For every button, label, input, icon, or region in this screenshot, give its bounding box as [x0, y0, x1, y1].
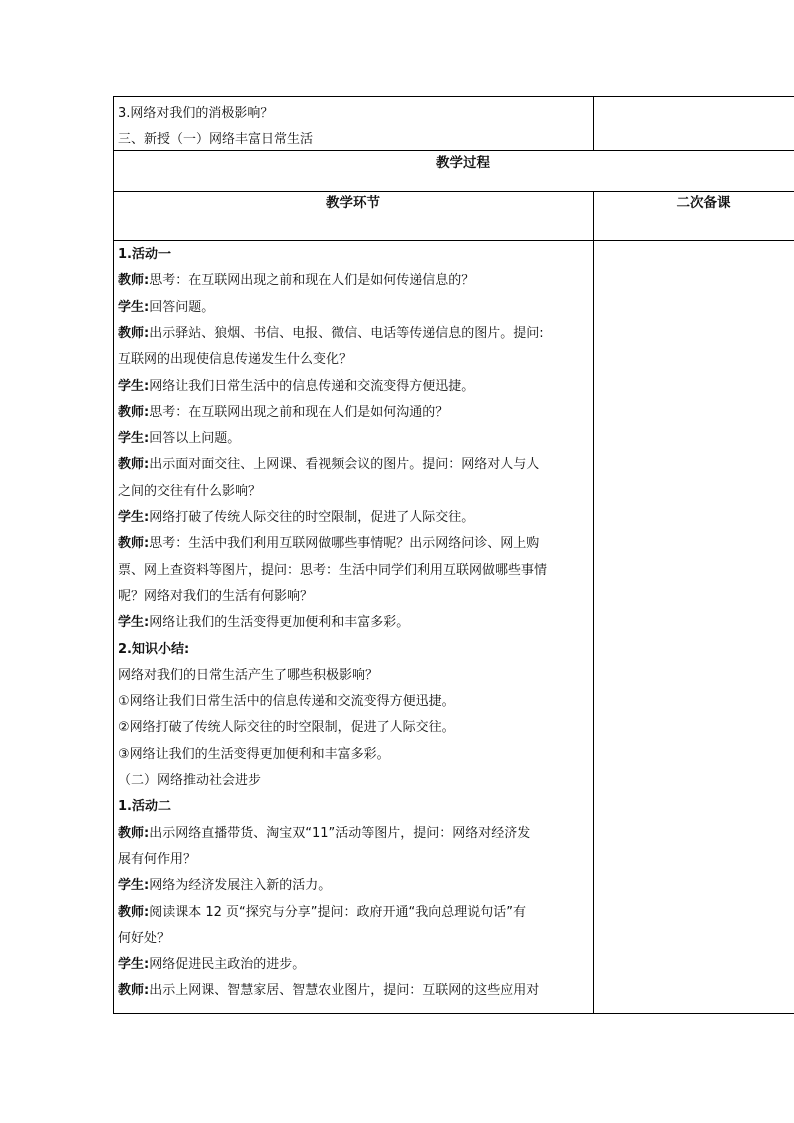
- content-line: [118, 982, 539, 1000]
- line-text: 1.活动一: [118, 247, 171, 262]
- content-line: [118, 641, 189, 659]
- line-text: 互联网的出现使信息传递发生什么变化？: [118, 352, 353, 368]
- line-text: 思考：在互联网出现之前和现在人们是如何沟通的？: [149, 404, 449, 420]
- line-text: （二）网络推动社会进步: [118, 773, 262, 788]
- content-line: [118, 588, 313, 606]
- speaker-label: 教师:: [118, 325, 150, 341]
- content-line: [118, 272, 474, 290]
- line-text: 票、网上查资料等图片，提问：思考：生活中同学们利用互联网做哪些事情: [118, 562, 548, 578]
- content-line: [118, 535, 539, 553]
- content-line: [118, 746, 390, 764]
- content-line: [118, 719, 455, 737]
- speaker-label: 教师:: [118, 904, 150, 920]
- content-line: [118, 667, 378, 685]
- speaker-label: 学生:: [118, 957, 150, 973]
- line-text: 之间的交往有什么影响？: [118, 483, 262, 499]
- line-text: 网络让我们的生活变得更加便利和丰富多彩。: [149, 615, 410, 631]
- top-row-text: 3.网络对我们的消极影响？: [118, 106, 274, 121]
- content-line: [118, 877, 331, 895]
- content-line: [118, 378, 474, 396]
- content-line: [118, 930, 170, 948]
- speaker-label: 学生:: [118, 431, 150, 447]
- line-text: 出示面对面交往、上网课、看视频会议的图片。提问：网络对人与人: [149, 457, 540, 473]
- speaker-label: 教师:: [118, 983, 150, 999]
- section-title: 教学过程: [436, 155, 490, 171]
- content-line: [118, 325, 544, 343]
- line-text: ②网络打破了传统人际交往的时空限制，促进了人际交往。: [118, 720, 455, 736]
- row-divider: [113, 191, 794, 192]
- content-line: [118, 851, 196, 869]
- content-line: [118, 246, 171, 264]
- line-text: 呢？网络对我们的生活有何影响？: [118, 588, 314, 604]
- line-text: 1.活动二: [118, 799, 171, 815]
- table-border-left: [113, 96, 114, 1014]
- speaker-label: 学生:: [118, 615, 150, 631]
- content-line: [118, 456, 539, 474]
- line-text: 网络让我们日常生活中的信息传递和交流变得方便迅捷。: [149, 378, 475, 394]
- line-text: 出示驿站、狼烟、书信、电报、微信、电话等传递信息的图片。提问:: [149, 325, 544, 341]
- column-divider-upper: [593, 96, 594, 151]
- speaker-label: 教师:: [118, 404, 150, 420]
- content-line: [118, 483, 261, 501]
- row-divider: [113, 150, 794, 151]
- line-text: 网络对我们的日常生活产生了哪些积极影响？: [118, 667, 379, 683]
- line-text: 回答问题。: [149, 299, 215, 315]
- line-text: 回答以上问题。: [149, 431, 241, 447]
- line-text: 出示上网课、智慧家居、智慧农业图片，提问：互联网的这些应用对: [149, 983, 540, 999]
- speaker-label: 学生:: [118, 299, 150, 315]
- content-line: [118, 299, 214, 317]
- line-text: 2.知识小结:: [118, 641, 190, 657]
- content-line: [118, 798, 171, 816]
- line-text: 思考：生活中我们利用互联网做哪些事情呢？出示网络问诊、网上购: [149, 536, 540, 552]
- column-header-left: 教学环节: [326, 195, 380, 211]
- content-line: [118, 430, 240, 448]
- column-divider-lower: [593, 191, 594, 1014]
- line-text: 思考：在互联网出现之前和现在人们是如何传递信息的？: [149, 273, 475, 289]
- table-border-bottom: [113, 1013, 794, 1014]
- content-line: [118, 904, 526, 922]
- line-text: 网络为经济发展注入新的活力。: [149, 878, 332, 894]
- line-text: 网络促进民主政治的进步。: [149, 957, 306, 973]
- content-line: [118, 562, 547, 580]
- line-text: 何好处？: [118, 930, 171, 946]
- line-text: 出示网络直播带货、淘宝双“11”活动等图片，提问：网络对经济发: [149, 825, 531, 841]
- content-line: [118, 614, 409, 632]
- content-line: [118, 772, 261, 790]
- row-divider: [113, 240, 794, 241]
- content-line: [118, 509, 474, 527]
- speaker-label: 学生:: [118, 378, 150, 394]
- line-text: 网络打破了传统人际交往的时空限制，促进了人际交往。: [149, 510, 475, 525]
- line-text: ③网络让我们的生活变得更加便利和丰富多彩。: [118, 746, 390, 762]
- speaker-label: 教师:: [118, 273, 150, 289]
- column-header-right: 二次备课: [676, 195, 731, 211]
- content-line: [118, 956, 305, 974]
- top-row-text: 三、新授（一）网络丰富日常生活: [118, 132, 314, 147]
- speaker-label: 教师:: [118, 825, 150, 841]
- speaker-label: 教师:: [118, 457, 150, 473]
- speaker-label: 教师:: [118, 536, 150, 552]
- content-line: [118, 404, 448, 422]
- line-text: 阅读课本 12 页“探究与分享”提问：政府开通“我向总理说句话”有: [149, 904, 526, 920]
- speaker-label: 学生:: [118, 878, 150, 894]
- line-text: ①网络让我们日常生活中的信息传递和交流变得方便迅捷。: [118, 694, 455, 710]
- content-line: [118, 351, 352, 369]
- content-line: [118, 825, 530, 843]
- content-line: [118, 693, 455, 711]
- speaker-label: 学生:: [118, 510, 150, 525]
- table-border-top: [113, 96, 794, 97]
- line-text: 展有何作用？: [118, 851, 197, 867]
